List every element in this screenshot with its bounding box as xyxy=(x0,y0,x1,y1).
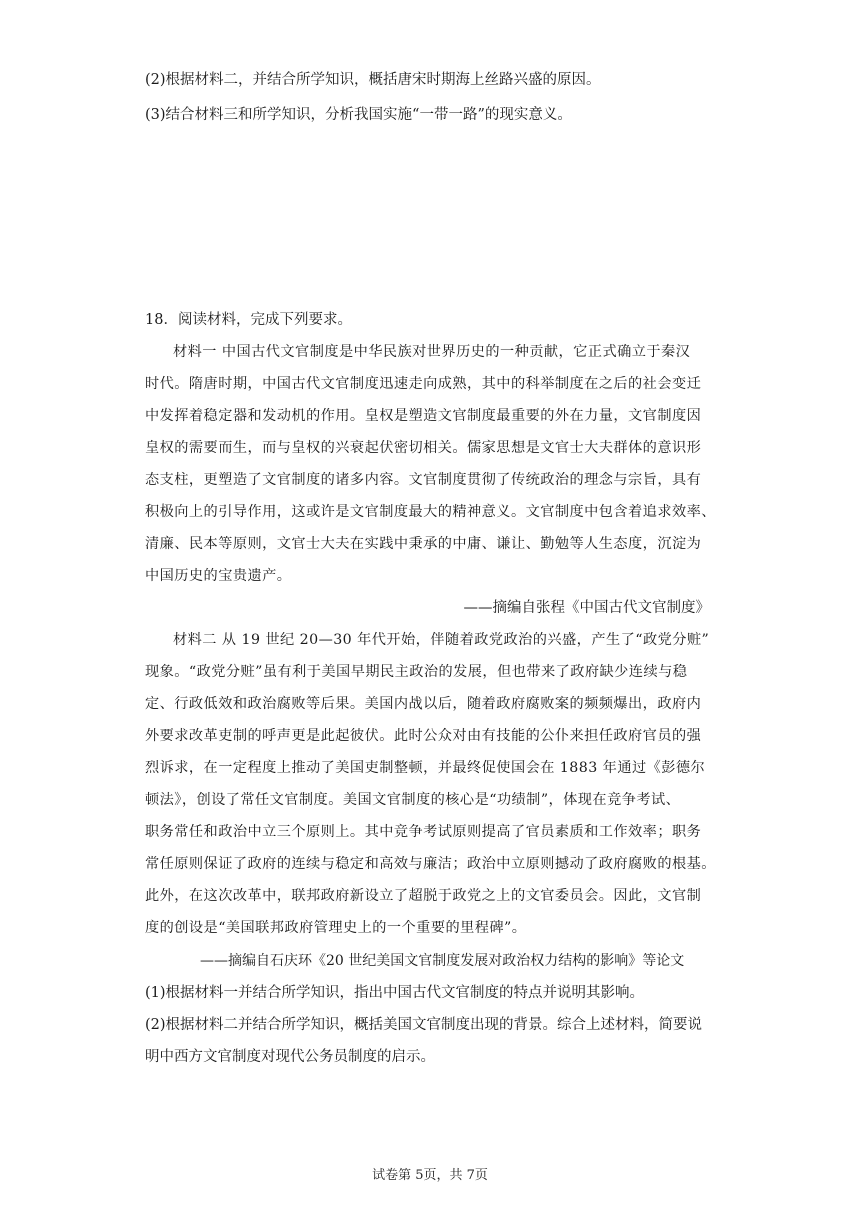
material1-line: 清廉、民本等原则，文官士大夫在实践中秉承的中庸、谦让、勤勉等人生态度，沉淀为 xyxy=(145,536,702,552)
material1-line: 皇权的需要而生，而与皇权的兴衰起伏密切相关。儒家思想是文官士大夫群体的意识形 xyxy=(145,440,702,456)
page-footer: 试卷第 5页，共 7页 xyxy=(372,1168,488,1183)
question-2-top: (2)根据材料二，并结合所学知识，概括唐宋时期海上丝路兴盛的原因。 xyxy=(145,72,601,88)
question-18-2: (2)根据材料二并结合所学知识，概括美国文官制度出现的背景。综合上述材料，简要说 xyxy=(145,1017,703,1033)
material2-line: 材料二 从 19 世纪 20—30 年代开始，伴随着政党政治的兴盛，产生了“政党分赃” xyxy=(173,632,710,648)
material1-line: 中发挥着稳定器和发动机的作用。皇权是塑造文官制度最重要的外在力量，文官制度因 xyxy=(145,408,702,424)
material1-line: 积极向上的引导作用，这或许是文官制度最大的精神意义。文官制度中包含着追求效率、 xyxy=(145,504,716,520)
material1-line: 态支柱，更塑造了文官制度的诸多内容。文官制度贯彻了传统政治的理念与宗旨，具有 xyxy=(145,472,702,488)
material2-line: 定、行政低效和政治腐败等后果。美国内战以后，随着政府腐败案的频频爆出，政府内 xyxy=(145,696,702,712)
question-18-title: 18．阅读材料，完成下列要求。 xyxy=(145,312,352,328)
material1-line: 材料一 中国古代文官制度是中华民族对世界历史的一种贡献，它正式确立于秦汉 xyxy=(173,344,691,360)
material1-source: ——摘编自张程《中国古代文官制度》 xyxy=(463,600,710,616)
question-18-2-cont: 明中西方文官制度对现代公务员制度的启示。 xyxy=(145,1049,435,1065)
material1-line: 时代。隋唐时期，中国古代文官制度迅速走向成熟，其中的科举制度在之后的社会变迁 xyxy=(145,376,702,392)
material2-line: 此外，在这次改革中，联邦政府新设立了超脱于政党之上的文官委员会。因此，文官制 xyxy=(145,888,702,904)
question-3-top: (3)结合材料三和所学知识，分析我国实施“一带一路”的现实意义。 xyxy=(145,107,572,123)
material2-line: 外要求改革吏制的呼声更是此起彼伏。此时公众对由有技能的公仆来担任政府官员的强 xyxy=(145,728,702,744)
material2-source: ——摘编自石庆环《20 世纪美国文官制度发展对政治权力结构的影响》等论文 xyxy=(200,953,685,969)
question-18-1: (1)根据材料一并结合所学知识，指出中国古代文官制度的特点并说明其影响。 xyxy=(145,985,645,1001)
material2-line: 顿法》，创设了常任文官制度。美国文官制度的核心是“功绩制”，体现在竞争考试、 xyxy=(145,792,681,808)
material2-line: 常任原则保证了政府的连续与稳定和高效与廉洁；政治中立原则撼动了政府腐败的根基。 xyxy=(145,856,716,872)
material2-line: 烈诉求，在一定程度上推动了美国吏制整顿，并最终促使国会在 1883 年通过《彭德尔 xyxy=(145,760,706,776)
material1-line: 中国历史的宝贵遗产。 xyxy=(145,568,292,584)
material2-line: 职务常任和政治中立三个原则上。其中竞争考试原则提高了官员素质和工作效率；职务 xyxy=(145,824,702,840)
material2-line: 度的创设是“美国联邦政府管理史上的一个重要的里程碑”。 xyxy=(145,920,527,936)
material2-line: 现象。“政党分赃”虽有利于美国早期民主政治的发展，但也带来了政府缺少连续与稳 xyxy=(145,664,688,680)
